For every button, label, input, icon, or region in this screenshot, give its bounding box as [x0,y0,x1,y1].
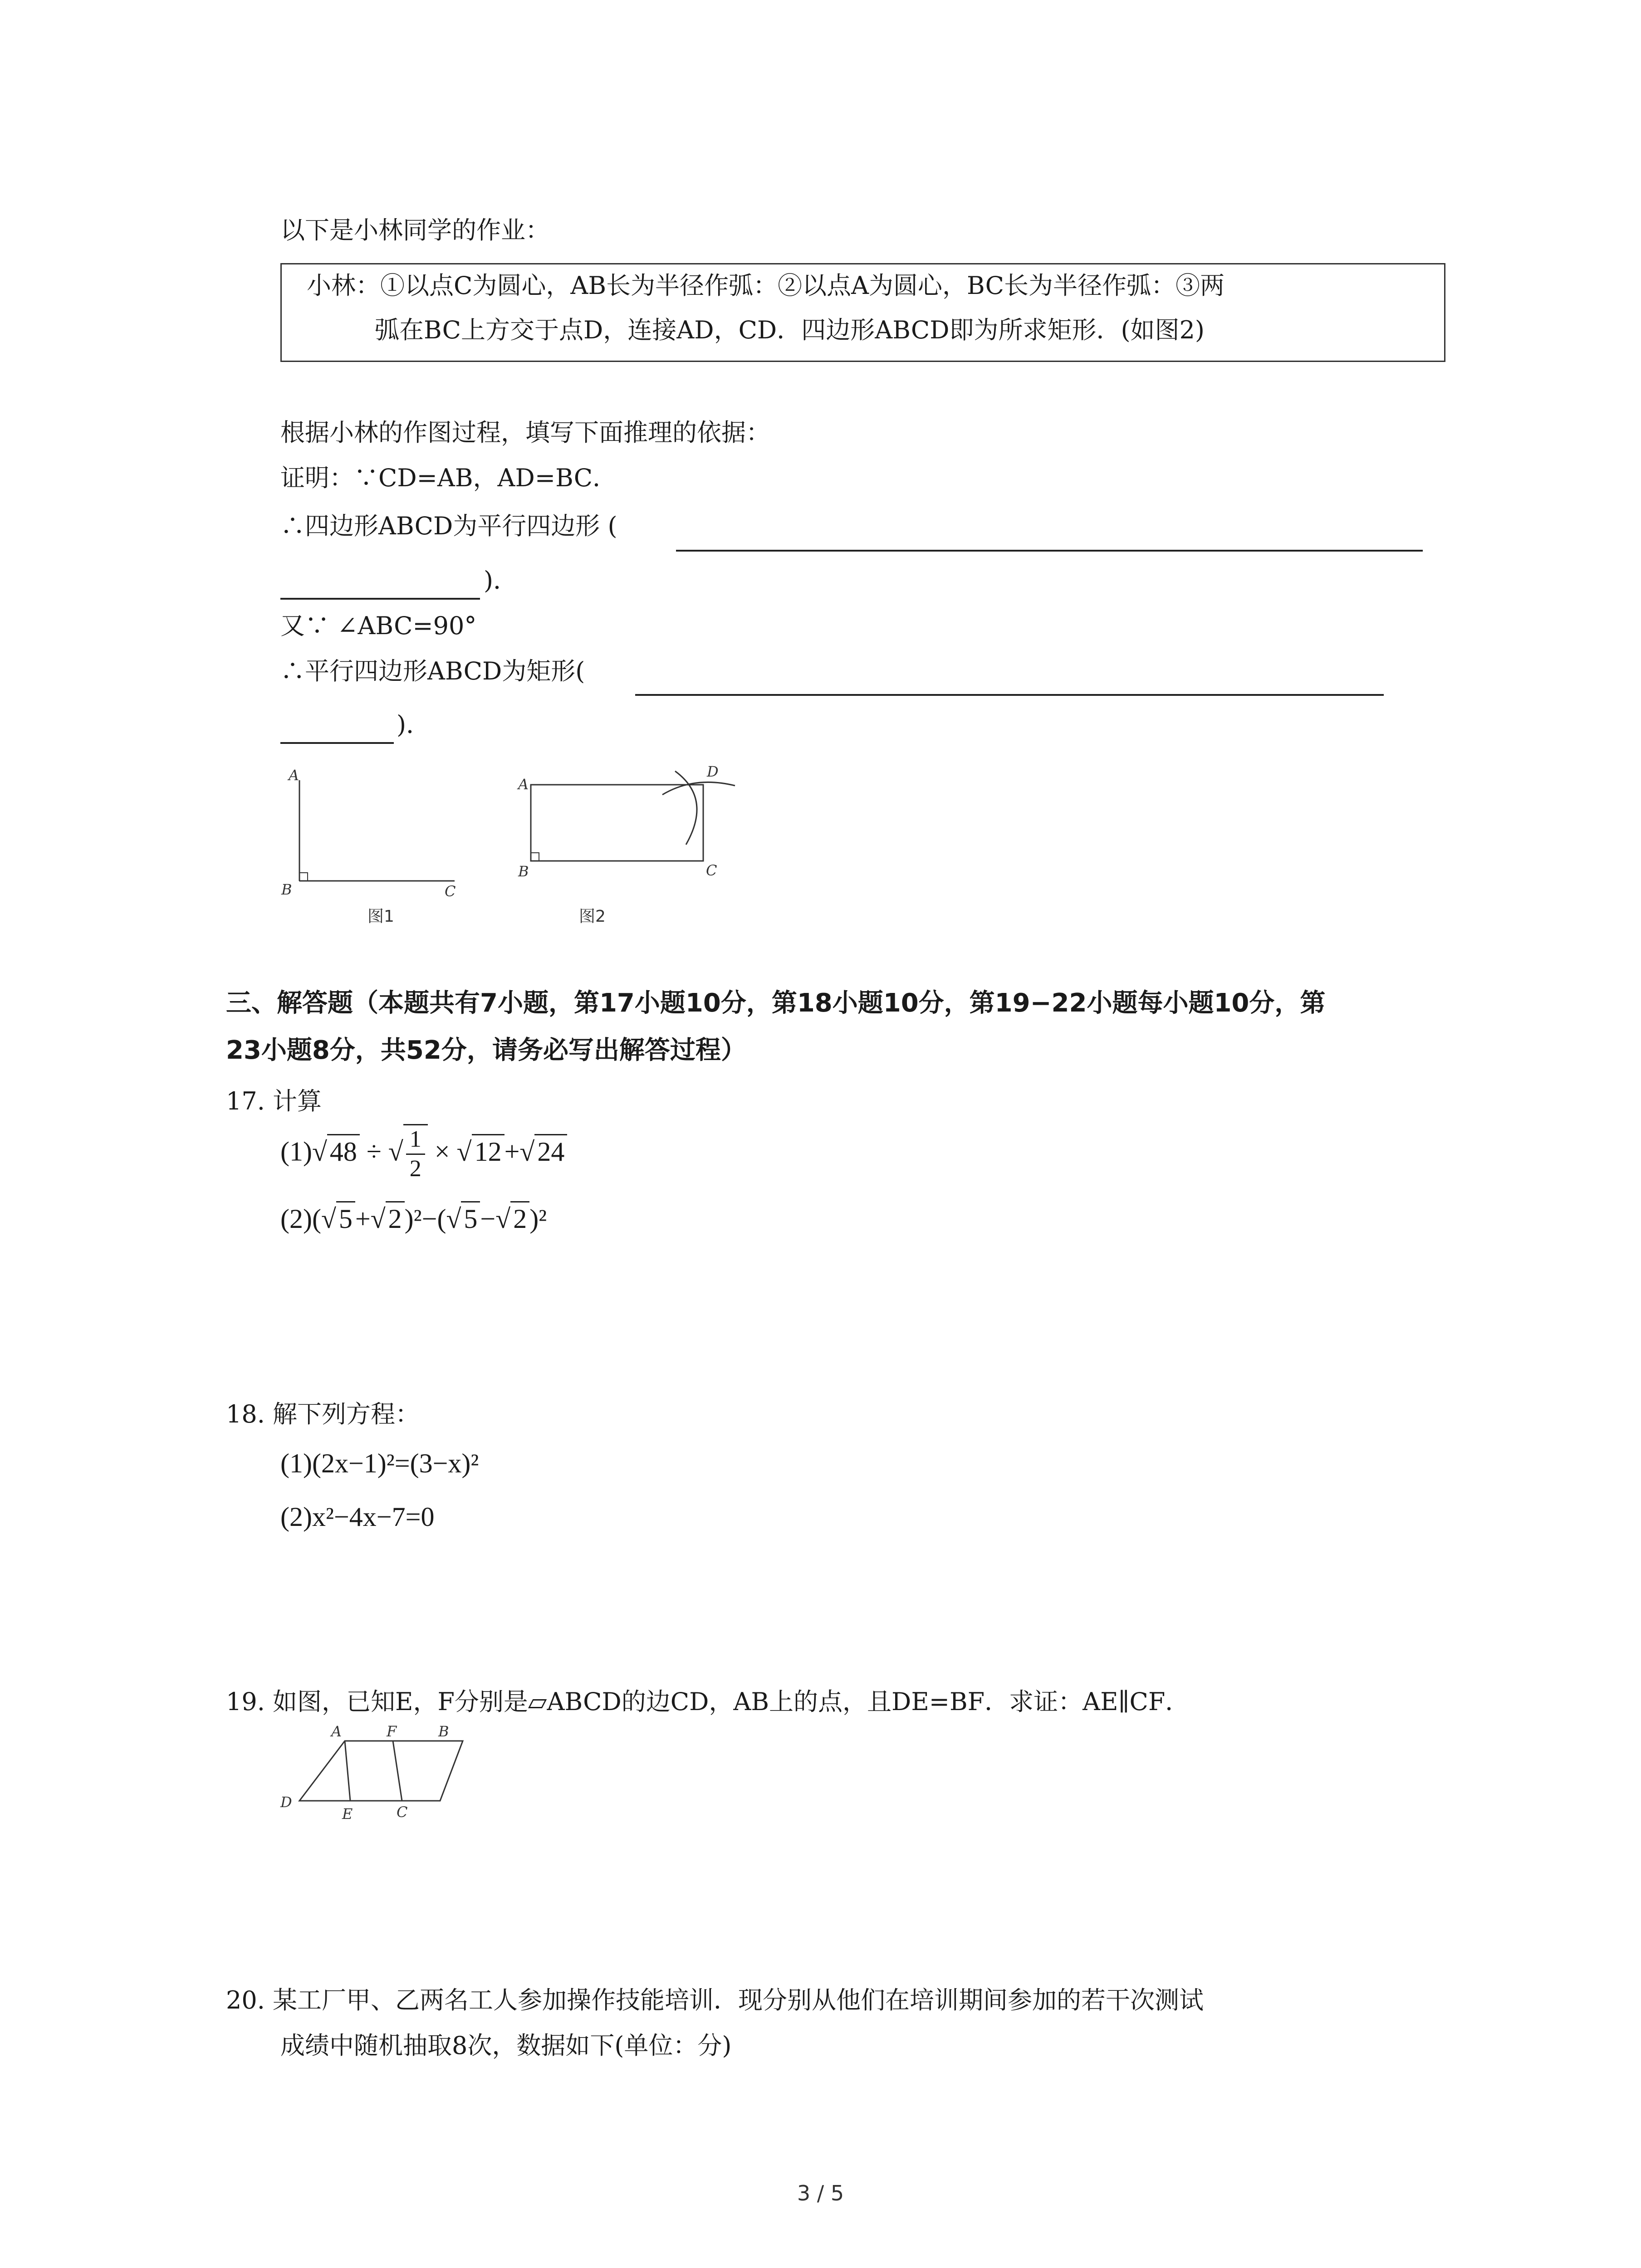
sqrt-2-a: √ 2 [371,1201,405,1235]
proof-line-3: 又∵ ∠ABC=90° [280,611,477,640]
para-label-e: E [342,1805,353,1823]
blank-rectangle-reason-1[interactable] [635,694,1384,696]
blank-parallelogram-reason-1[interactable] [676,550,1423,552]
page-number: 3 / 5 [797,2181,844,2205]
q17-part-1 [280,1124,567,1183]
plus-sign: + [504,1136,520,1167]
para-label-c: C [397,1804,408,1821]
sqrt-one-half: √ $\frac{1}{2}$ [388,1124,428,1183]
sqrt-48: √ 48 [312,1134,360,1168]
q17-p1-label: (1) [280,1136,312,1167]
fig2-caption: 图2 [579,907,606,926]
proof-line-1: 证明：∵CD=AB，AD=BC． [280,464,617,492]
fig1-label-a: A [289,767,299,784]
sqrt-24: √ 24 [519,1134,567,1168]
q17-title: 17. 计算 [226,1087,322,1115]
fig2-label-a: A [518,776,529,793]
q18-title: 18. 解下列方程： [226,1400,420,1428]
proof-line-4: ∴平行四边形ABCD为矩形( [280,657,585,685]
figure-parallelogram [272,1724,481,1833]
divide-sign: ÷ [366,1136,382,1167]
fig1-label-b: B [281,881,292,898]
sqrt-12: √ 12 [457,1134,505,1168]
para-label-d: D [280,1794,292,1811]
fig2-label-c: C [706,862,717,879]
blank-rectangle-reason-2[interactable] [280,742,394,744]
para-label-f: F [387,1724,397,1740]
q20-line-2: 成绩中随机抽取8次，数据如下(单位：分) [280,2031,732,2060]
blank-parallelogram-reason-2[interactable] [280,598,480,600]
sqrt-2-b: √ 2 [495,1201,529,1235]
fig2-label-b: B [518,863,529,880]
para-label-a: A [331,1724,342,1740]
proof-line-2-end: )． [484,566,518,595]
proof-line-2: ∴四边形ABCD为平行四边形 ( [280,512,617,540]
sqrt-5-b: √ 5 [446,1201,480,1235]
homework-line-2: 弧在BC上方交于点D，连接AD，CD．四边形ABCD即为所求矩形．(如图2) [375,316,1205,344]
para-label-b: B [438,1724,449,1740]
q19-text: 19. 如图，已知E，F分别是▱ABCD的边CD，AB上的点，且DE=BF．求证：AE∥CF． [226,1687,1190,1716]
q18-part-1: (1)(2x−1)²=(3−x)² [280,1448,479,1478]
section-3-heading-line-1: 三、解答题（本题共有7小题，第17小题10分，第18小题10分，第19−22小题每小题10分，第 [226,988,1326,1018]
q17-part-2: (2)(√ 5 +√ 2 )²−(√ 5 −√ 2 )² [280,1201,547,1235]
sqrt-5-a: √ 5 [321,1201,355,1235]
reason-prompt: 根据小林的作图过程，填写下面推理的依据： [280,418,770,447]
section-3-heading-line-2: 23小题8分，共52分，请务必写出解答过程） [226,1036,746,1065]
intro-text: 以下是小林同学的作业： [280,216,550,244]
figure-2 [499,744,753,939]
homework-line-1: 小林：①以点C为圆心，AB长为半径作弧：②以点A为圆心，BC长为半径作弧：③两 [307,271,1225,300]
q20-line-1: 20. 某工厂甲、乙两名工人参加操作技能培训．现分别从他们在培训期间参加的若干次测试 [226,1986,1204,2014]
q18-part-2: (2)x²−4x−7=0 [280,1502,435,1532]
fig1-caption: 图1 [367,907,394,926]
fig2-label-d: D [707,763,719,780]
figure-1 [272,762,481,939]
proof-line-4-end: )． [397,710,431,739]
times-sign: × [434,1136,450,1167]
fig1-label-c: C [445,883,456,900]
